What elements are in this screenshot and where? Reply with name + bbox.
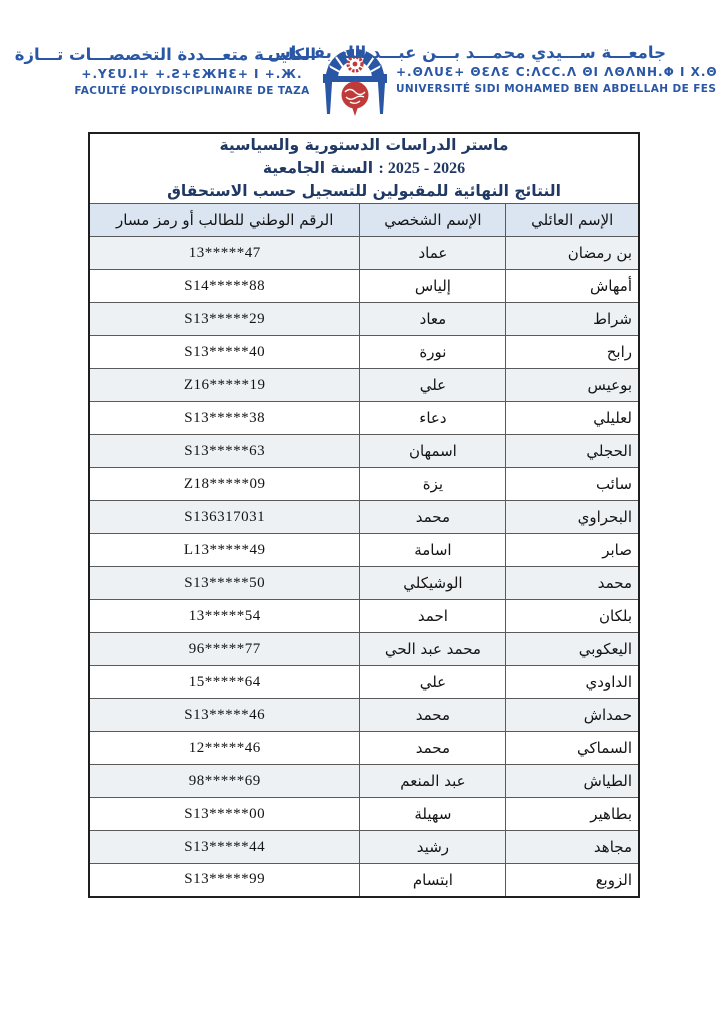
header-family-name: الإسم العائلي (506, 204, 639, 237)
table-row (89, 501, 639, 534)
results-table (88, 132, 640, 898)
university-emblem-icon (312, 26, 396, 124)
table-row (89, 633, 639, 666)
academic-year-line (96, 157, 632, 180)
family-name-cell: شراط (506, 303, 639, 336)
document-subtitle: النتائج النهائية للمقبولين للتسجيل حسب الاستحقاق (167, 182, 561, 200)
student-code-cell: 12*****46 (89, 732, 360, 765)
family-name-cell: اليعكوبي (506, 633, 639, 666)
faculty-name-arabic: الكليـــة متعـــددة التخصصـــات تـــازة (14, 45, 316, 64)
student-code-cell: S13*****40 (89, 336, 360, 369)
table-row (89, 435, 639, 468)
given-name-cell: يزة (360, 468, 506, 501)
given-name-cell: دعاء (360, 402, 506, 435)
student-code-cell: S13*****44 (89, 831, 360, 864)
family-name-cell: الطياش (506, 765, 639, 798)
family-name-cell: أمهاش (506, 270, 639, 303)
student-code-cell: S14*****88 (89, 270, 360, 303)
given-name-cell: محمد (360, 501, 506, 534)
header-given-name: الإسم الشخصي (360, 204, 506, 237)
table-row (89, 798, 639, 831)
family-name-cell: مجاهد (506, 831, 639, 864)
academic-year-value: : 2025 - 2026 (378, 160, 466, 177)
table-row (89, 567, 639, 600)
student-code-cell: S13*****99 (89, 864, 360, 897)
header-student-code: الرقم الوطني للطالب أو رمز مسار (89, 204, 360, 237)
given-name-cell: احمد (360, 600, 506, 633)
student-code-cell: S13*****46 (89, 699, 360, 732)
student-code-cell: S136317031 (89, 501, 360, 534)
given-name-cell: محمد (360, 699, 506, 732)
table-row (89, 468, 639, 501)
given-name-cell: محمد (360, 732, 506, 765)
table-row (89, 864, 639, 897)
student-code-cell: 15*****64 (89, 666, 360, 699)
student-code-cell: S13*****29 (89, 303, 360, 336)
family-name-cell: بوعيس (506, 369, 639, 402)
academic-year-label: السنة الجامعية (262, 159, 374, 177)
student-code-cell: S13*****63 (89, 435, 360, 468)
student-code-cell: S13*****00 (89, 798, 360, 831)
student-code-cell: S13*****50 (89, 567, 360, 600)
table-row (89, 237, 639, 270)
family-name-cell: سائب (506, 468, 639, 501)
faculty-name-tifinagh: +.YƐU.I+ +.Ƨ+ƐЖHƐ+ I +.Ж. (81, 67, 303, 81)
given-name-cell: إلياس (360, 270, 506, 303)
family-name-cell: الحجلي (506, 435, 639, 468)
given-name-cell: ابتسام (360, 864, 506, 897)
given-name-cell: نورة (360, 336, 506, 369)
table-row (89, 369, 639, 402)
university-name-tifinagh: +.ΘΛUƐ+ ΘƐΛƐ C:ΛCC.Λ ΘΙ ΛΘΛΝΗ.Φ I X.Θ (396, 65, 718, 79)
given-name-cell: علي (360, 666, 506, 699)
table-row (89, 336, 639, 369)
family-name-cell: الزوبع (506, 864, 639, 897)
given-name-cell: رشيد (360, 831, 506, 864)
given-name-cell: اسمهان (360, 435, 506, 468)
table-row (89, 402, 639, 435)
student-code-cell: Z18*****09 (89, 468, 360, 501)
given-name-cell: علي (360, 369, 506, 402)
family-name-cell: حمداش (506, 699, 639, 732)
given-name-cell: معاد (360, 303, 506, 336)
family-name-cell: البحراوي (506, 501, 639, 534)
student-code-cell: 96*****77 (89, 633, 360, 666)
table-row (89, 600, 639, 633)
family-name-cell: رابح (506, 336, 639, 369)
given-name-cell: الوشيكلي (360, 567, 506, 600)
table-row (89, 666, 639, 699)
university-brand-block (267, 42, 718, 97)
university-name-latin: UNIVERSITÉ SIDI MOHAMED BEN ABDELLAH DE FES (396, 83, 717, 95)
given-name-cell: سهيلة (360, 798, 506, 831)
family-name-cell: بلكان (506, 600, 639, 633)
faculty-name-latin: FACULTÉ POLYDISCIPLINAIRE DE TAZA (74, 85, 310, 97)
table-row (89, 534, 639, 567)
results-rows (89, 237, 639, 897)
student-code-cell: 98*****69 (89, 765, 360, 798)
table-row (89, 303, 639, 336)
given-name-cell: عماد (360, 237, 506, 270)
given-name-cell: عبد المنعم (360, 765, 506, 798)
table-header-row (89, 204, 639, 237)
document-title-block (89, 133, 639, 204)
family-name-cell: محمد (506, 567, 639, 600)
student-code-cell: 13*****54 (89, 600, 360, 633)
family-name-cell: صابر (506, 534, 639, 567)
table-row (89, 699, 639, 732)
university-name-arabic: جامعـــة ســـيدي محمـــد بـــن عبـــد الله بفـــاس (267, 43, 666, 62)
table-row (89, 732, 639, 765)
student-code-cell: Z16*****19 (89, 369, 360, 402)
family-name-cell: السماكي (506, 732, 639, 765)
table-row (89, 270, 639, 303)
family-name-cell: لعليلي (506, 402, 639, 435)
title-row (89, 133, 639, 204)
student-code-cell: L13*****49 (89, 534, 360, 567)
given-name-cell: محمد عبد الحي (360, 633, 506, 666)
family-name-cell: بطاهير (506, 798, 639, 831)
table-row (89, 765, 639, 798)
given-name-cell: اسامة (360, 534, 506, 567)
family-name-cell: الداودي (506, 666, 639, 699)
family-name-cell: بن رمضان (506, 237, 639, 270)
student-code-cell: 13*****47 (89, 237, 360, 270)
student-code-cell: S13*****38 (89, 402, 360, 435)
table-row (89, 831, 639, 864)
master-title: ماستر الدراسات الدستورية والسياسية (219, 136, 509, 154)
